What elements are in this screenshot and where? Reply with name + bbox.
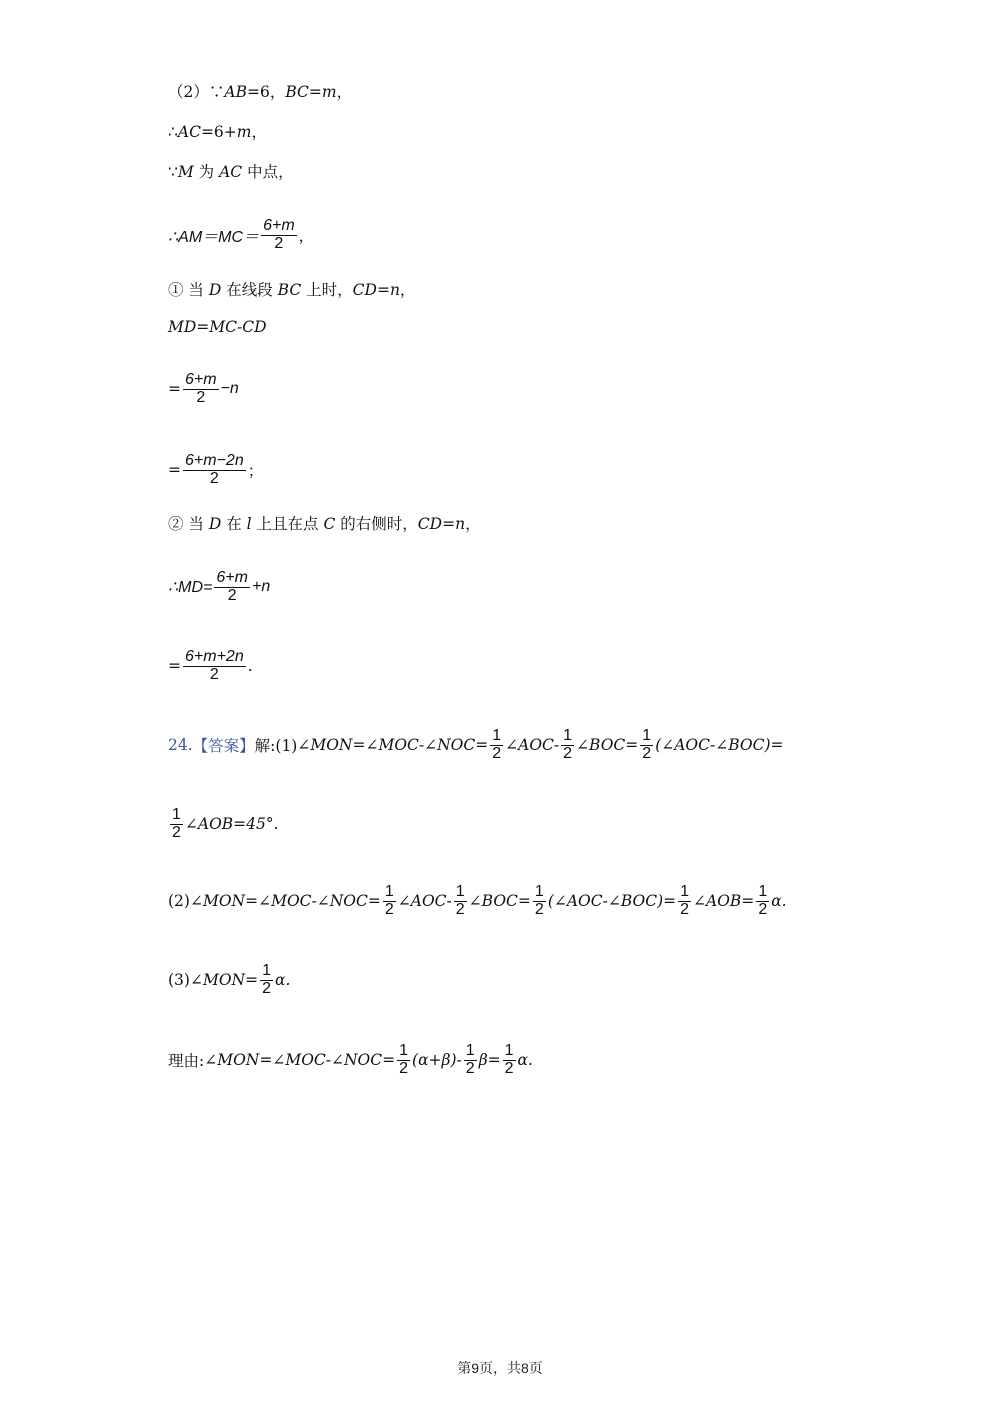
fraction-half: $\frac{1}{2}$	[504, 1042, 514, 1077]
fraction-half: $\frac{1}{2}$	[262, 962, 271, 997]
q24-part1-line1: 24. 【答案】 解:(1) ∠MON=∠MOC-∠NOC= $\frac{1}{2}$ ∠AOC- $\frac{1}{2}$ ∠BOC= $\frac{1}{2}$ (∠AOC-∠BOC)=	[168, 727, 784, 762]
fraction: $\frac{6+m}{2}$	[185, 371, 217, 406]
fraction: $\frac{6+m}{2}$	[216, 569, 248, 604]
fraction-half: $\frac{1}{2}$	[680, 883, 690, 918]
fraction-half: $\frac{1}{2}$	[399, 1042, 409, 1077]
question-number: 24.	[168, 736, 193, 755]
equation-am-mc: ∴AM＝MC＝ $\frac{6+m}{2}$ ，	[168, 217, 315, 252]
answer-tag: 【答案】	[192, 737, 255, 756]
fraction-half: $\frac{1}{2}$	[172, 806, 181, 841]
fraction-half: $\frac{1}{2}$	[455, 883, 465, 918]
case-one-line: ① 当 D 在线段 BC 上时，CD=n，	[168, 281, 416, 299]
fraction-half: $\frac{1}{2}$	[563, 727, 573, 762]
q24-part2-line: (2) ∠MON=∠MOC-∠NOC= $\frac{1}{2}$ ∠AOC- $\frac{1}{2}$ ∠BOC= $\frac{1}{2}$ (∠AOC-∠BOC)= $\frac{1}{2}$ ∠AOB= $\frac{1}{2}$ α.	[168, 883, 787, 918]
fraction: $\frac{6+m}{2}$	[263, 217, 295, 252]
q24-part3-line: (3) ∠MON= $\frac{1}{2}$ α.	[168, 962, 291, 997]
fraction-half: $\frac{1}{2}$	[492, 727, 502, 762]
fraction-half: $\frac{1}{2}$	[642, 727, 652, 762]
fraction: $\frac{6+m+2n}{2}$	[185, 648, 244, 683]
fraction-half: $\frac{1}{2}$	[758, 883, 768, 918]
equation-md-case1-step2: = $\frac{6+m-2n}{2}$ ；	[168, 452, 264, 487]
equation-md-case2-step1: ∴MD= $\frac{6+m}{2}$ +n	[168, 569, 271, 604]
fraction-half: $\frac{1}{2}$	[384, 883, 394, 918]
equation-md-case2-step2: = $\frac{6+m+2n}{2}$ .	[168, 648, 253, 683]
solution-line-ac: ∴AC=6+m，	[168, 123, 267, 141]
q24-reason-line: 理由: ∠MON=∠MOC-∠NOC= $\frac{1}{2}$ (α+β)- $\frac{1}{2}$ β= $\frac{1}{2}$ α.	[168, 1042, 533, 1077]
solution-line-given: （2）∵AB=6，BC=m，	[168, 83, 353, 101]
q24-part1-line2: $\frac{1}{2}$ ∠AOB=45°.	[172, 806, 279, 841]
fraction: $\frac{6+m-2n}{2}$	[185, 452, 244, 487]
fraction-half: $\frac{1}{2}$	[465, 1042, 475, 1077]
fraction-half: $\frac{1}{2}$	[534, 883, 544, 918]
page-footer: 第9页，共8页	[457, 1360, 543, 1376]
solution-line-midpoint: ∵M 为 AC 中点，	[168, 163, 294, 181]
equation-md-case1-step1: = $\frac{6+m}{2}$ −n	[168, 371, 239, 406]
case-two-line: ② 当 D 在 l 上且在点 C 的右侧时，CD=n，	[168, 515, 481, 533]
equation-md-definition: MD=MC-CD	[168, 318, 267, 336]
